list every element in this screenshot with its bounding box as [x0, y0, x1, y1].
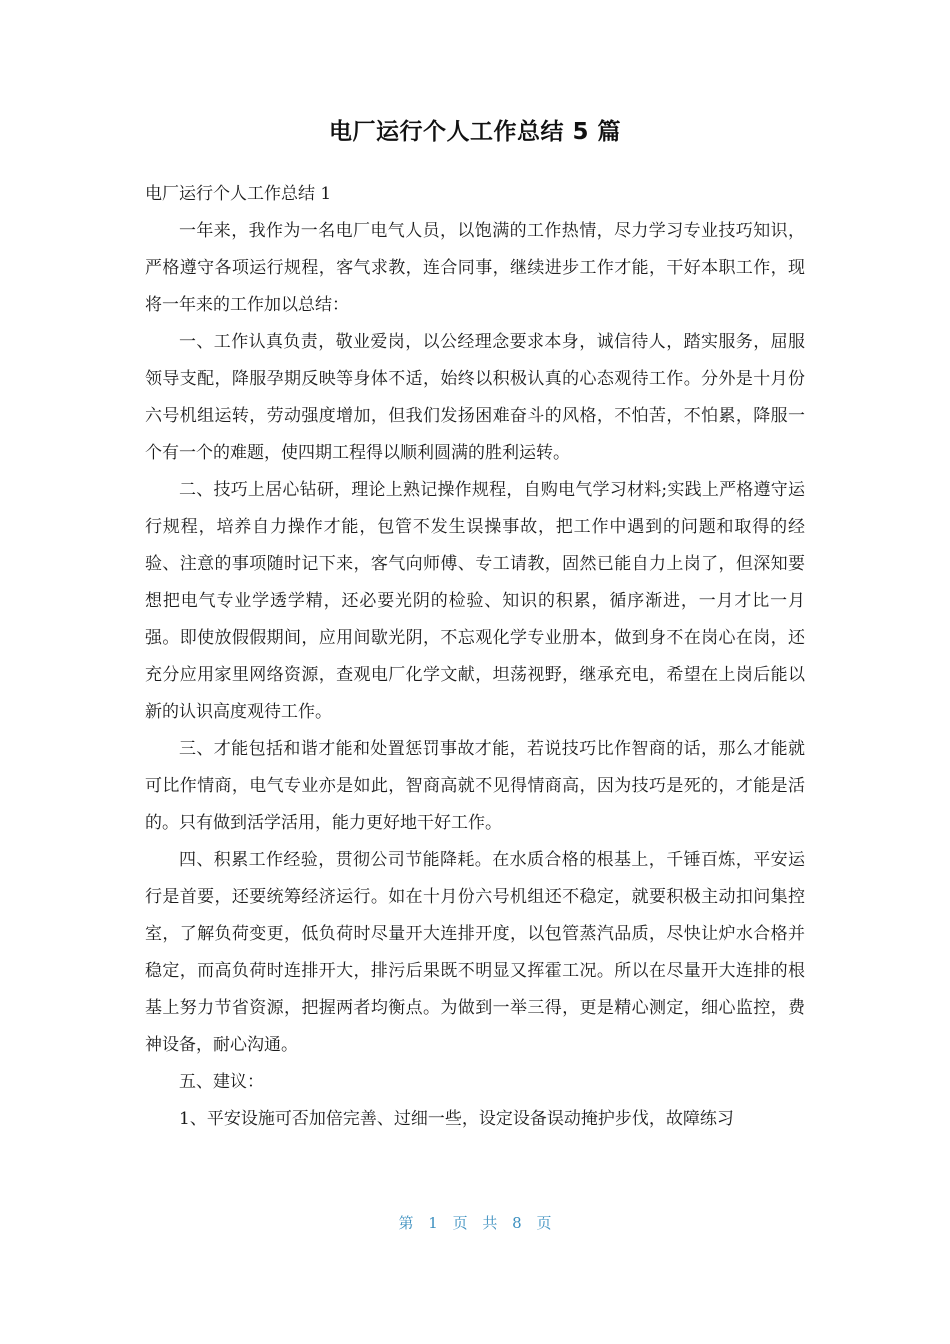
section-heading: 电厂运行个人工作总结 1 [145, 184, 332, 204]
paragraph-5-heading: 五、建议： [179, 1072, 264, 1092]
paragraph-1: 一、工作认真负责，敬业爱岗，以公经理念要求本身，诚信待人，踏实服务，屈服领导支配，降服孕期反映等身体不适，始终以积极认真的心态观待工作。分外是十月份六号机组运转，劳动强度增加，但我们发扬困难奋斗的风格，不怕苦，不怕累，降服一个有一个的难题，使四期工程得以顺利圆满的胜利运转。 [145, 332, 805, 463]
paragraph-4: 四、积累工作经验，贯彻公司节能降耗。在水质合格的根基上，千锤百炼，平安运行是首要，还要统筹经济运行。如在十月份六号机组还不稳定，就要积极主动扣问集控室，了解负荷变更，低负荷时尽量开大连排开度，以包管蒸汽品质，尽快让炉水合格并稳定，而高负荷时连排开大，排污后果既不明显又挥霍工况。所以在尽量开大连排的根基上努力节省资源，把握两者均衡点。为做到一举三得，更是精心测定，细心监控，费神设备，耐心沟通。 [145, 850, 805, 1055]
paragraph-2: 二、技巧上居心钻研，理论上熟记操作规程，自购电气学习材料;实践上严格遵守运行规程，培养自力操作才能，包管不发生误操事故，把工作中遇到的问题和取得的经验、注意的事项随时记下来，客气向师傅、专工请教，固然已能自力上岗了，但深知要想把电气专业学透学精，还必要光阴的检验、知识的积累，循序渐进，一月才比一月强。即使放假假期间，应用间歇光阴，不忘观化学专业册本，做到身不在岗心在岗，还充分应用家里网络资源，查观电厂化学文献，坦荡视野，继承充电，希望在上岗后能以新的认识高度观待工作。 [145, 480, 805, 722]
page-title: 电厂运行个人工作总结 5 篇 [328, 119, 622, 145]
page-footer: 第 1 页 共 8 页 [398, 1214, 552, 1232]
paragraph-5-item-1: 1、平安设施可否加倍完善、过细一些，设定设备误动掩护步伐，故障练习 [179, 1109, 734, 1129]
paragraph-intro: 一年来，我作为一名电厂电气人员，以饱满的工作热情，尽力学习专业技巧知识，严格遵守各项运行规程，客气求教，连合同事，继续进步工作才能，干好本职工作，现将一年来的工作加以总结： [145, 221, 805, 315]
document-body [145, 176, 805, 1138]
paragraph-3: 三、才能包括和谐才能和处置惩罚事故才能，若说技巧比作智商的话，那么才能就可比作情商，电气专业亦是如此，智商高就不见得情商高，因为技巧是死的，才能是活的。只有做到活学活用，能力更好地干好工作。 [145, 739, 805, 833]
